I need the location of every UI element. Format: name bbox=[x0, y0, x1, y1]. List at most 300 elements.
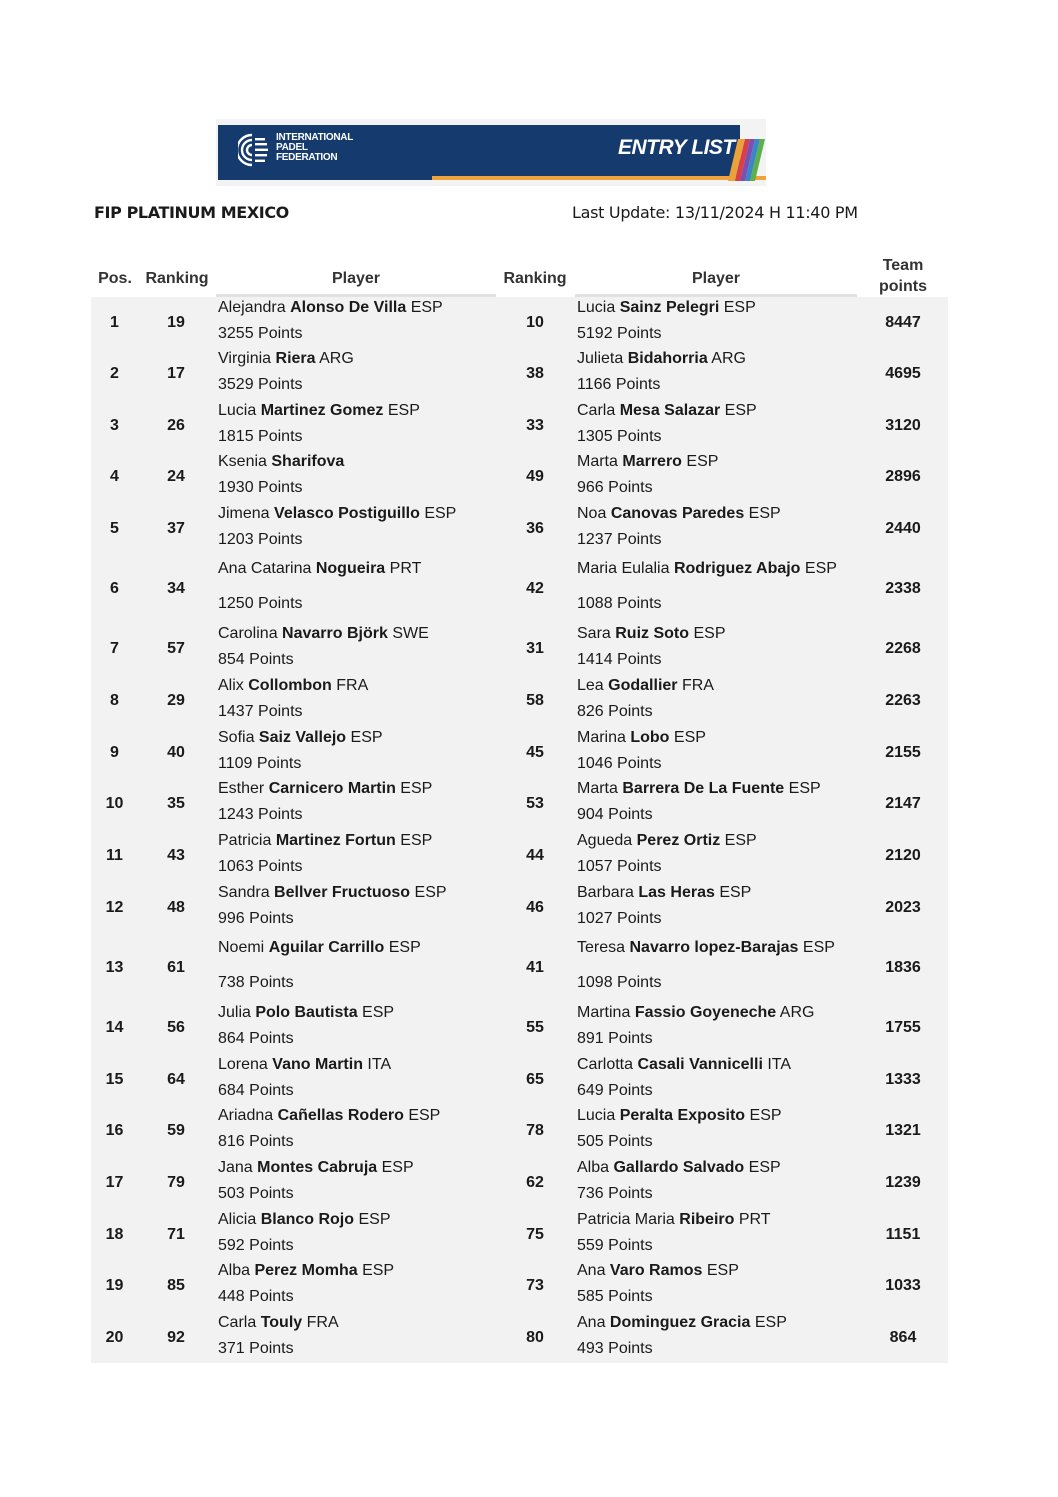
ranking-cell-player-2: 78 bbox=[526, 1122, 544, 1139]
player-points: 371 Points bbox=[218, 1340, 294, 1357]
ranking-cell-player-2: 53 bbox=[526, 795, 544, 812]
ranking-cell-player-1: 85 bbox=[167, 1277, 185, 1294]
player-last-name: Vano Martin bbox=[272, 1056, 363, 1073]
player-points: 1203 Points bbox=[218, 531, 303, 548]
player-name bbox=[577, 939, 835, 957]
table-row bbox=[91, 1054, 948, 1105]
player-points: 1815 Points bbox=[218, 428, 303, 445]
ranking-cell-player-2: 36 bbox=[526, 520, 544, 537]
player-nationality: ESP bbox=[748, 505, 781, 522]
player-last-name: Peralta Exposito bbox=[619, 1107, 746, 1124]
player-first-name: Ariadna bbox=[218, 1107, 274, 1124]
event-title: FIP PLATINUM MEXICO bbox=[94, 203, 289, 222]
player-points: 966 Points bbox=[577, 479, 653, 496]
player-last-name: Alonso De Villa bbox=[290, 299, 407, 316]
player-points: 3529 Points bbox=[218, 376, 303, 393]
player-last-name: Blanco Rojo bbox=[260, 1211, 355, 1228]
player-points: 1088 Points bbox=[577, 595, 662, 612]
player-points: 684 Points bbox=[218, 1082, 294, 1099]
player-points: 1250 Points bbox=[218, 595, 303, 612]
player-last-name: Collombon bbox=[248, 677, 332, 694]
player-name bbox=[577, 1211, 771, 1229]
player-points: 738 Points bbox=[218, 974, 294, 991]
player-points: 826 Points bbox=[577, 703, 653, 720]
player-first-name: Carolina bbox=[218, 625, 278, 642]
player-nationality: ESP bbox=[408, 1107, 441, 1124]
player-nationality: ARG bbox=[711, 350, 746, 367]
player-last-name: Bellver Fructuoso bbox=[274, 884, 411, 901]
team-points-cell: 1836 bbox=[885, 959, 921, 976]
table-row bbox=[91, 934, 948, 1002]
ranking-cell-player-2: 33 bbox=[526, 416, 544, 434]
player-first-name: Sara bbox=[577, 625, 611, 642]
player-points: 904 Points bbox=[577, 806, 653, 823]
team-points-cell: 4695 bbox=[885, 365, 921, 382]
player-name bbox=[577, 453, 718, 471]
player-nationality: ESP bbox=[410, 299, 443, 316]
player-first-name: Lucia bbox=[577, 299, 616, 316]
player-points: 559 Points bbox=[577, 1237, 653, 1254]
banner-accent-orange bbox=[432, 176, 766, 180]
player-last-name: Montes Cabruja bbox=[257, 1159, 378, 1176]
position-cell: 15 bbox=[105, 1070, 124, 1088]
player-nationality: ESP bbox=[350, 729, 383, 746]
player-first-name: Sofia bbox=[218, 729, 255, 746]
player-points: 585 Points bbox=[577, 1288, 653, 1305]
player-first-name: Marina bbox=[577, 729, 626, 746]
player-nationality: ESP bbox=[724, 832, 757, 849]
player-nationality: ITA bbox=[767, 1056, 792, 1073]
player-first-name: Lucia bbox=[218, 402, 257, 419]
player-nationality: ESP bbox=[424, 505, 457, 522]
position-cell: 19 bbox=[105, 1277, 124, 1294]
header-team-line2: points bbox=[879, 278, 927, 295]
player-points: 1414 Points bbox=[577, 651, 662, 668]
player-name bbox=[218, 453, 344, 471]
player-points: 1237 Points bbox=[577, 531, 662, 548]
header-player-1: Player bbox=[331, 270, 381, 287]
player-first-name: Agueda bbox=[577, 832, 633, 849]
position-cell: 10 bbox=[105, 795, 124, 812]
team-points-cell: 2896 bbox=[885, 468, 921, 485]
ranking-cell-player-2: 58 bbox=[526, 692, 544, 709]
position-cell: 2 bbox=[110, 365, 119, 382]
player-last-name: Riera bbox=[275, 350, 316, 367]
player-points: 505 Points bbox=[577, 1133, 653, 1150]
player-name bbox=[218, 560, 421, 578]
ranking-cell-player-1: 26 bbox=[167, 416, 185, 434]
player-last-name: Martinez Fortun bbox=[275, 832, 396, 849]
player-name bbox=[218, 1004, 394, 1022]
team-points-cell: 864 bbox=[889, 1328, 917, 1346]
ranking-cell-player-1: 92 bbox=[167, 1328, 185, 1346]
header-pos: Pos. bbox=[98, 270, 132, 287]
player-nationality: ESP bbox=[400, 832, 433, 849]
player-last-name: Sharifova bbox=[271, 453, 345, 470]
ranking-cell-player-2: 31 bbox=[526, 640, 544, 657]
player-name bbox=[218, 939, 421, 957]
player-first-name: Esther bbox=[218, 780, 265, 797]
player-points: 493 Points bbox=[577, 1340, 653, 1357]
player-name bbox=[577, 780, 821, 798]
player-points: 864 Points bbox=[218, 1030, 294, 1047]
ranking-cell-player-2: 65 bbox=[526, 1070, 544, 1088]
player-first-name: Alba bbox=[577, 1159, 610, 1176]
player-name bbox=[218, 299, 443, 317]
ranking-cell-player-1: 57 bbox=[167, 640, 185, 657]
player-name bbox=[577, 884, 751, 902]
header-team-points bbox=[860, 255, 946, 297]
player-name bbox=[577, 1107, 782, 1125]
player-nationality: PRT bbox=[738, 1211, 771, 1228]
team-points-cell: 2120 bbox=[885, 847, 921, 864]
player-name bbox=[218, 1211, 391, 1229]
player-points: 592 Points bbox=[218, 1237, 294, 1254]
player-nationality: ESP bbox=[414, 884, 447, 901]
position-cell: 8 bbox=[110, 692, 119, 709]
fip-logo-icon bbox=[238, 132, 268, 168]
player-name bbox=[577, 677, 714, 695]
player-points: 1437 Points bbox=[218, 703, 303, 720]
ranking-cell-player-2: 46 bbox=[526, 899, 544, 916]
player-first-name: Noemi bbox=[218, 939, 265, 956]
player-name bbox=[577, 1159, 781, 1177]
position-cell: 12 bbox=[105, 899, 124, 916]
table-row bbox=[91, 727, 948, 778]
ranking-cell-player-1: 40 bbox=[167, 743, 185, 761]
player-name bbox=[577, 1004, 814, 1022]
player-first-name: Noa bbox=[577, 505, 607, 522]
team-points-cell: 2440 bbox=[885, 520, 921, 537]
position-cell: 7 bbox=[110, 640, 119, 657]
player-last-name: Godallier bbox=[608, 677, 678, 694]
federation-name: INTERNATIONAL PADEL FEDERATION bbox=[276, 132, 354, 163]
team-points-cell: 2023 bbox=[885, 899, 921, 916]
player-name bbox=[577, 1262, 739, 1280]
player-last-name: Sainz Pelegri bbox=[619, 299, 720, 316]
position-cell: 16 bbox=[105, 1122, 124, 1139]
player-nationality: ESP bbox=[686, 453, 719, 470]
player-nationality: PRT bbox=[389, 560, 422, 577]
player-points: 816 Points bbox=[218, 1133, 294, 1150]
position-cell: 9 bbox=[110, 743, 119, 761]
player-name bbox=[218, 625, 429, 643]
player-last-name: Saiz Vallejo bbox=[258, 729, 347, 746]
table-row bbox=[91, 348, 948, 400]
table-row bbox=[91, 623, 948, 675]
player-last-name: Martinez Gomez bbox=[260, 402, 384, 419]
ranking-cell-player-1: 24 bbox=[167, 468, 185, 485]
table-row bbox=[91, 1002, 948, 1054]
player-nationality: ESP bbox=[387, 402, 420, 419]
ranking-cell-player-2: 49 bbox=[526, 468, 544, 485]
ranking-cell-player-2: 38 bbox=[526, 365, 544, 382]
player-last-name: Navarro lopez-Barajas bbox=[629, 939, 799, 956]
position-cell: 3 bbox=[110, 416, 119, 434]
entry-list-banner bbox=[216, 119, 766, 186]
player-last-name: Cañellas Rodero bbox=[277, 1107, 404, 1124]
player-last-name: Marrero bbox=[622, 453, 682, 470]
ranking-cell-player-2: 55 bbox=[526, 1019, 544, 1036]
ranking-cell-player-2: 62 bbox=[526, 1174, 544, 1191]
position-cell: 4 bbox=[110, 468, 119, 485]
player-nationality: ARG bbox=[779, 1004, 815, 1021]
player-name bbox=[577, 299, 756, 317]
ranking-cell-player-1: 29 bbox=[167, 692, 185, 709]
player-first-name: Ksenia bbox=[218, 453, 267, 470]
player-first-name: Martina bbox=[577, 1004, 631, 1021]
player-name bbox=[218, 780, 432, 798]
ranking-cell-player-2: 73 bbox=[526, 1277, 544, 1294]
player-nationality: ESP bbox=[724, 402, 757, 419]
player-points: 649 Points bbox=[577, 1082, 653, 1099]
player-nationality: ESP bbox=[706, 1262, 739, 1279]
player-last-name: Rodriguez Abajo bbox=[673, 560, 801, 577]
team-points-cell: 2263 bbox=[885, 692, 921, 709]
ranking-cell-player-1: 59 bbox=[167, 1122, 185, 1139]
team-points-cell: 1033 bbox=[885, 1277, 921, 1294]
player-last-name: Touly bbox=[260, 1314, 303, 1331]
table-row bbox=[91, 555, 948, 623]
team-points-cell: 3120 bbox=[885, 416, 921, 434]
player-first-name: Carla bbox=[218, 1314, 257, 1331]
team-points-cell: 1151 bbox=[885, 1225, 921, 1243]
player-first-name: Marta bbox=[577, 780, 618, 797]
player-last-name: Perez Momha bbox=[254, 1262, 358, 1279]
player-name bbox=[218, 505, 456, 523]
ranking-cell-player-2: 44 bbox=[526, 847, 544, 864]
table-row bbox=[91, 1209, 948, 1260]
ranking-cell-player-2: 42 bbox=[526, 580, 544, 597]
table-row bbox=[91, 675, 948, 727]
ranking-cell-player-2: 41 bbox=[526, 959, 544, 976]
ranking-cell-player-2: 10 bbox=[526, 313, 544, 331]
player-last-name: Varo Ramos bbox=[609, 1262, 703, 1279]
player-last-name: Aguilar Carrillo bbox=[268, 939, 385, 956]
player-last-name: Lobo bbox=[630, 729, 670, 746]
ranking-cell-player-1: 79 bbox=[167, 1174, 185, 1191]
table-row bbox=[91, 503, 948, 555]
player-nationality: FRA bbox=[306, 1314, 339, 1331]
player-name bbox=[577, 625, 725, 643]
player-name bbox=[218, 832, 432, 850]
table-row bbox=[91, 1312, 948, 1363]
player-last-name: Navarro Björk bbox=[282, 625, 388, 642]
player-nationality: ESP bbox=[362, 1262, 395, 1279]
player-name bbox=[218, 729, 383, 747]
player-first-name: Lorena bbox=[218, 1056, 268, 1073]
player-points: 996 Points bbox=[218, 910, 294, 927]
player-first-name: Alejandra bbox=[218, 299, 286, 316]
player-last-name: Bidahorria bbox=[627, 350, 708, 367]
player-name bbox=[218, 884, 447, 902]
player-first-name: Alix bbox=[218, 677, 244, 694]
player-name bbox=[218, 1314, 339, 1332]
player-last-name: Velasco Postiguillo bbox=[274, 505, 420, 522]
table-row bbox=[91, 830, 948, 882]
table-row bbox=[91, 451, 948, 503]
player-first-name: Marta bbox=[577, 453, 618, 470]
last-update: Last Update: 13/11/2024 H 11:40 PM bbox=[572, 203, 858, 222]
entry-list-label: ENTRY LIST bbox=[618, 136, 735, 159]
ranking-cell-player-1: 17 bbox=[167, 365, 185, 382]
player-last-name: Canovas Paredes bbox=[610, 505, 745, 522]
player-first-name: Jana bbox=[218, 1159, 253, 1176]
player-last-name: Perez Ortiz bbox=[636, 832, 721, 849]
player-nationality: ESP bbox=[802, 939, 835, 956]
player-name bbox=[577, 402, 757, 420]
ranking-cell-player-1: 48 bbox=[167, 899, 185, 916]
ranking-cell-player-1: 19 bbox=[167, 313, 185, 331]
player-points: 5192 Points bbox=[577, 325, 662, 342]
player-name bbox=[218, 1056, 391, 1074]
table-row bbox=[91, 400, 948, 451]
player-last-name: Fassio Goyeneche bbox=[634, 1004, 777, 1021]
player-name bbox=[577, 560, 837, 578]
ranking-cell-player-1: 56 bbox=[167, 1019, 185, 1036]
player-first-name: Patricia bbox=[218, 832, 272, 849]
player-nationality: ESP bbox=[400, 780, 433, 797]
ranking-cell-player-2: 80 bbox=[526, 1328, 544, 1346]
team-points-cell: 2147 bbox=[885, 795, 921, 812]
player-points: 1166 Points bbox=[577, 376, 661, 393]
team-points-cell: 8447 bbox=[885, 313, 921, 331]
player-nationality: ITA bbox=[367, 1056, 392, 1073]
player-first-name: Virginia bbox=[218, 350, 272, 367]
player-last-name: Dominguez Gracia bbox=[609, 1314, 751, 1331]
player-name bbox=[218, 1262, 394, 1280]
player-name bbox=[577, 1314, 787, 1332]
player-name bbox=[577, 505, 781, 523]
player-nationality: ESP bbox=[693, 625, 726, 642]
player-first-name: Alicia bbox=[218, 1211, 257, 1228]
ranking-cell-player-1: 35 bbox=[167, 795, 185, 812]
table-row bbox=[91, 297, 948, 348]
ranking-cell-player-1: 43 bbox=[167, 847, 185, 864]
player-points: 1109 Points bbox=[218, 755, 302, 772]
player-first-name: Barbara bbox=[577, 884, 634, 901]
player-nationality: ESP bbox=[719, 884, 752, 901]
position-cell: 13 bbox=[105, 959, 124, 976]
ranking-cell-player-2: 75 bbox=[526, 1225, 544, 1243]
player-points: 891 Points bbox=[577, 1030, 653, 1047]
player-points: 503 Points bbox=[218, 1185, 294, 1202]
table-row bbox=[91, 1105, 948, 1157]
player-name bbox=[577, 350, 746, 368]
player-points: 1930 Points bbox=[218, 479, 303, 496]
table-row bbox=[91, 1260, 948, 1312]
player-nationality: ESP bbox=[748, 1159, 781, 1176]
ranking-cell-player-1: 71 bbox=[167, 1225, 185, 1243]
table-row bbox=[91, 1157, 948, 1209]
header-team-line1: Team bbox=[882, 257, 924, 274]
player-name bbox=[577, 832, 757, 850]
player-last-name: Barrera De La Fuente bbox=[622, 780, 785, 797]
team-points-cell: 2338 bbox=[885, 580, 921, 597]
stripes-decoration-icon bbox=[726, 139, 766, 181]
player-last-name: Polo Bautista bbox=[255, 1004, 358, 1021]
position-cell: 17 bbox=[105, 1174, 124, 1191]
position-cell: 6 bbox=[110, 580, 119, 597]
player-nationality: ESP bbox=[381, 1159, 414, 1176]
player-nationality: ESP bbox=[788, 780, 821, 797]
team-points-cell: 1239 bbox=[885, 1174, 921, 1191]
player-nationality: ESP bbox=[749, 1107, 782, 1124]
player-last-name: Mesa Salazar bbox=[619, 402, 721, 419]
player-name bbox=[218, 677, 368, 695]
position-cell: 1 bbox=[110, 313, 119, 331]
player-name bbox=[218, 402, 420, 420]
player-last-name: Carnicero Martin bbox=[268, 780, 396, 797]
player-first-name: Teresa bbox=[577, 939, 626, 956]
player-points: 1098 Points bbox=[577, 974, 662, 991]
player-first-name: Jimena bbox=[218, 505, 270, 522]
player-nationality: ESP bbox=[358, 1211, 391, 1228]
player-first-name: Maria Eulalia bbox=[577, 560, 670, 577]
player-nationality: ESP bbox=[754, 1314, 787, 1331]
player-first-name: Carla bbox=[577, 402, 616, 419]
player-last-name: Ruiz Soto bbox=[615, 625, 690, 642]
player-nationality: ESP bbox=[804, 560, 837, 577]
header-player-2: Player bbox=[691, 270, 741, 287]
player-first-name: Carlotta bbox=[577, 1056, 634, 1073]
player-points: 736 Points bbox=[577, 1185, 653, 1202]
player-first-name: Ana bbox=[577, 1314, 606, 1331]
player-last-name: Las Heras bbox=[638, 884, 715, 901]
position-cell: 18 bbox=[105, 1225, 124, 1243]
player-nationality: ESP bbox=[673, 729, 706, 746]
team-points-cell: 1321 bbox=[885, 1122, 921, 1139]
player-points: 1063 Points bbox=[218, 858, 303, 875]
team-points-cell: 1333 bbox=[885, 1070, 921, 1088]
player-first-name: Alba bbox=[218, 1262, 251, 1279]
header-ranking-1: Ranking bbox=[145, 270, 209, 287]
header-ranking-2: Ranking bbox=[503, 270, 567, 287]
player-first-name: Julieta bbox=[577, 350, 628, 367]
player-nationality: ESP bbox=[723, 299, 756, 316]
player-points: 1046 Points bbox=[577, 755, 662, 772]
position-cell: 14 bbox=[105, 1019, 124, 1036]
team-points-cell: 2155 bbox=[885, 743, 921, 761]
team-points-cell: 1755 bbox=[885, 1019, 921, 1036]
player-name bbox=[577, 1056, 791, 1074]
player-points: 1305 Points bbox=[577, 428, 662, 445]
player-first-name: Lea bbox=[577, 677, 604, 694]
player-points: 1057 Points bbox=[577, 858, 662, 875]
player-name bbox=[218, 1159, 414, 1177]
player-name bbox=[577, 729, 706, 747]
player-points: 448 Points bbox=[218, 1288, 294, 1305]
player-first-name: Ana Catarina bbox=[218, 560, 312, 577]
player-nationality: FRA bbox=[681, 677, 714, 694]
player-name bbox=[218, 1107, 440, 1125]
player-last-name: Gallardo Salvado bbox=[613, 1159, 745, 1176]
player-first-name: Julia bbox=[218, 1004, 251, 1021]
ranking-cell-player-1: 37 bbox=[167, 520, 185, 537]
player-nationality: ESP bbox=[388, 939, 421, 956]
ranking-cell-player-1: 61 bbox=[167, 959, 185, 976]
ranking-cell-player-2: 45 bbox=[526, 743, 544, 761]
player-last-name: Casali Vannicelli bbox=[637, 1056, 763, 1073]
player-name bbox=[218, 350, 354, 368]
player-nationality: ARG bbox=[319, 350, 354, 367]
position-cell: 5 bbox=[110, 520, 119, 537]
table-row bbox=[91, 882, 948, 934]
ranking-cell-player-1: 34 bbox=[167, 580, 185, 597]
player-points: 854 Points bbox=[218, 651, 294, 668]
player-first-name: Lucia bbox=[577, 1107, 616, 1124]
player-last-name: Nogueira bbox=[315, 560, 386, 577]
